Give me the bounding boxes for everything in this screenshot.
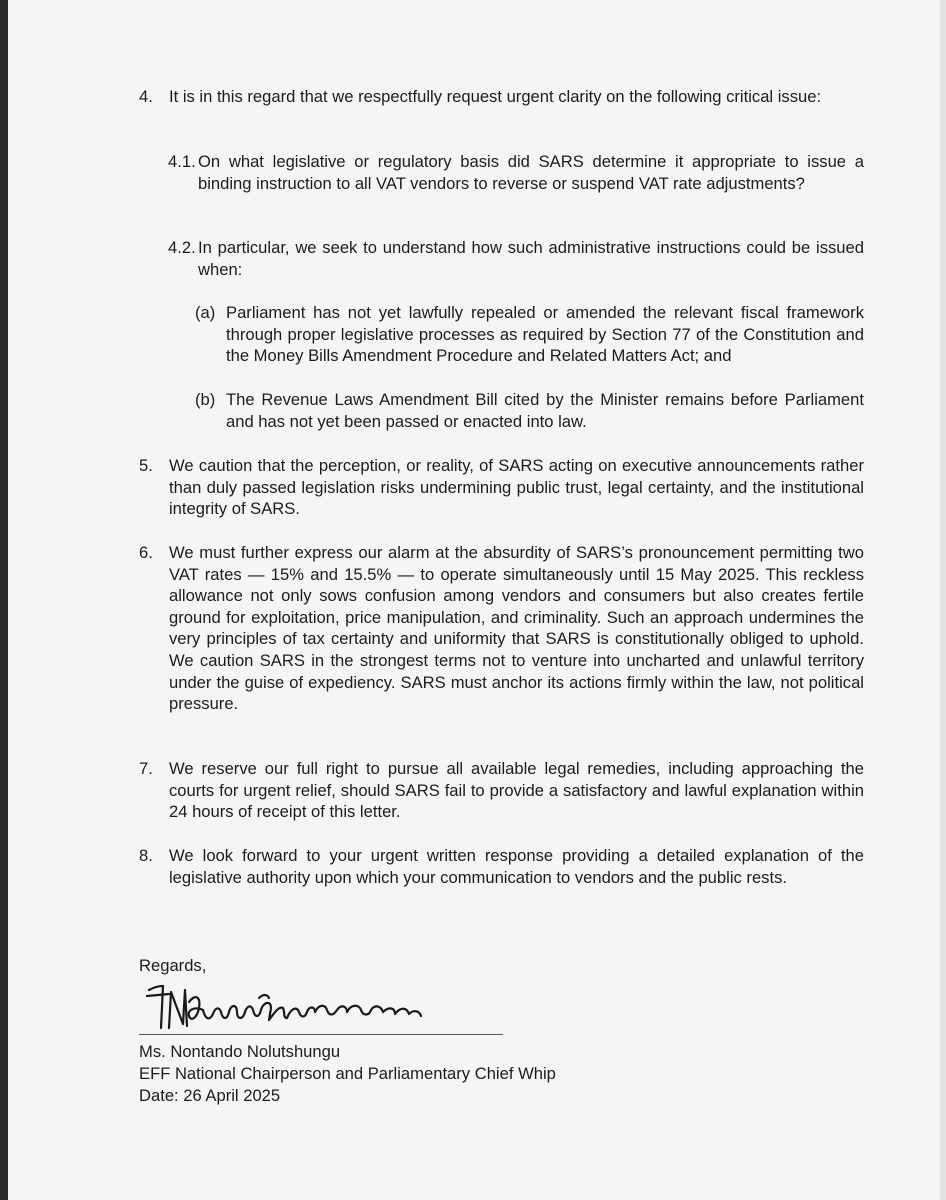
paragraph-number: 4.1. [168, 152, 196, 171]
list-item-marker: (a) [195, 303, 216, 322]
signatory-title: EFF National Chairperson and Parliamentary Chief Whip [139, 1064, 556, 1083]
regards-line: Regards, [139, 956, 207, 975]
paragraph-6 [139, 542, 864, 715]
handwritten-signature [139, 972, 509, 1042]
paragraph-text: We caution that the perception, or reality, of SARS acting on executive announcements rather than duly passed legislation risks undermining public trust, legal certainty, and the institutional integrity of SARS. [169, 456, 864, 519]
paragraph-text: We must further express our alarm at the absurdity of SARS’s pronouncement permitting two VAT rates — 15% and 15.5% — to operate simultaneously until 15 May 2025. This reckless allowance not only sows confusion among vendors and consumers but also creates fertile ground for exploitation, price manipulation, and criminality. Such an approach undermines the very principles of tax certainty and uniformity that SARS is constitutionally obliged to uphold. We caution SARS in the strongest terms not to venture into uncharted and unlawful territory under the guise of expediency. SARS must anchor its actions firmly within the law, not political pressure. [169, 543, 864, 714]
list-item-a [195, 302, 864, 367]
paragraph-4-1 [168, 151, 864, 194]
paragraph-4 [139, 86, 864, 108]
paragraph-text: We reserve our full right to pursue all available legal remedies, including approaching the courts for urgent relief, should SARS fail to provide a satisfactory and lawful explanation within 24 hours of receipt of this letter. [169, 759, 864, 822]
paragraph-text: In particular, we seek to understand how such administrative instructions could be issued when: [198, 238, 864, 279]
paragraph-text: It is in this regard that we respectfully request urgent clarity on the following critical issue: [169, 87, 822, 106]
signature-line [139, 1034, 503, 1035]
paragraph-text: On what legislative or regulatory basis did SARS determine it appropriate to issue a binding instruction to all VAT vendors to reverse or suspend VAT rate adjustments? [198, 152, 864, 193]
paragraph-number: 4. [139, 87, 153, 106]
list-item-text: The Revenue Laws Amendment Bill cited by the Minister remains before Parliament and has not yet been passed or enacted into law. [226, 390, 864, 431]
list-item-marker: (b) [195, 390, 216, 409]
paragraph-number: 6. [139, 543, 153, 562]
paragraph-number: 8. [139, 846, 153, 865]
signatory-name: Ms. Nontando Nolutshungu [139, 1042, 341, 1061]
paragraph-text: We look forward to your urgent written response providing a detailed explanation of the legislative authority upon which your communication to vendors and the public rests. [169, 846, 864, 887]
paragraph-5 [139, 455, 864, 520]
list-item-b [195, 389, 864, 432]
paragraph-number: 5. [139, 456, 153, 475]
list-item-text: Parliament has not yet lawfully repealed or amended the relevant fiscal framework through proper legislative processes as required by Section 77 of the Constitution and the Money Bills Amendment Procedure and Related Matters Act; and [226, 303, 864, 366]
paragraph-7 [139, 758, 864, 823]
letter-page [8, 0, 946, 1200]
page-edge-shadow [940, 0, 946, 1200]
paragraph-4-2 [168, 237, 864, 280]
signatory-block [139, 1041, 556, 1107]
paragraph-number: 4.2. [168, 238, 196, 257]
letter-date: Date: 26 April 2025 [139, 1086, 281, 1105]
paragraph-number: 7. [139, 759, 153, 778]
paragraph-8 [139, 845, 864, 888]
